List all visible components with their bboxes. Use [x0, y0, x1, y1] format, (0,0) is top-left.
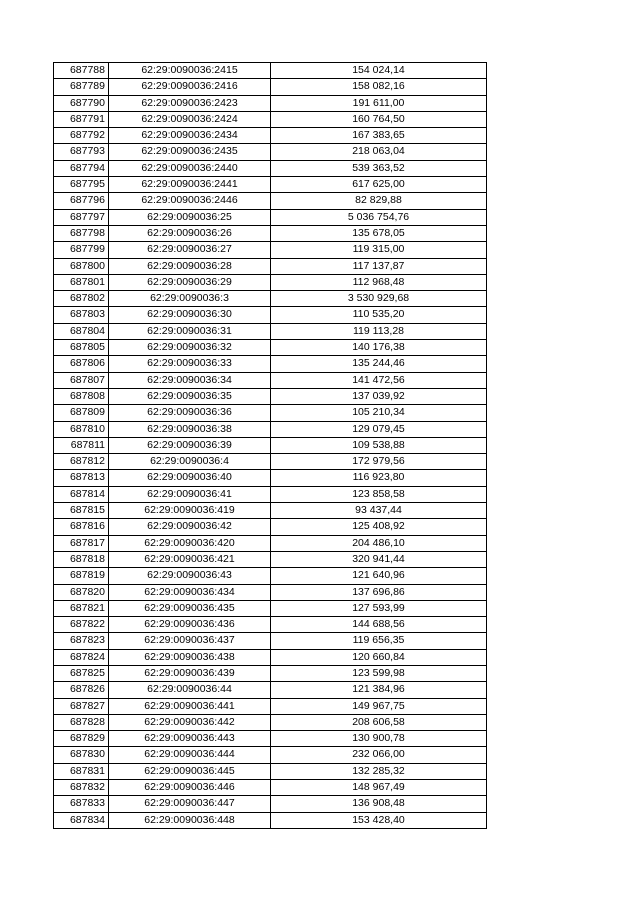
- row-number-cell: 687806: [54, 356, 109, 372]
- row-number-cell: 687828: [54, 714, 109, 730]
- row-number-cell: 687822: [54, 617, 109, 633]
- cadastral-number-cell: 62:29:0090036:447: [109, 796, 271, 812]
- cadastral-value-cell: 172 979,56: [271, 454, 487, 470]
- table-row: [54, 649, 487, 665]
- cadastral-value-cell: 160 764,50: [271, 111, 487, 127]
- table-row: [54, 437, 487, 453]
- cadastral-value-cell: 119 113,28: [271, 323, 487, 339]
- cadastral-number-cell: 62:29:0090036:419: [109, 503, 271, 519]
- cadastral-value-cell: 154 024,14: [271, 63, 487, 79]
- cadastral-value-cell: 135 244,46: [271, 356, 487, 372]
- row-number-cell: 687819: [54, 568, 109, 584]
- table-row: [54, 714, 487, 730]
- cadastral-value-cell: 112 968,48: [271, 274, 487, 290]
- cadastral-number-cell: 62:29:0090036:40: [109, 470, 271, 486]
- cadastral-value-cell: 204 486,10: [271, 535, 487, 551]
- row-number-cell: 687791: [54, 111, 109, 127]
- row-number-cell: 687798: [54, 225, 109, 241]
- cadastral-number-cell: 62:29:0090036:435: [109, 600, 271, 616]
- cadastral-value-cell: 135 678,05: [271, 225, 487, 241]
- table-row: [54, 372, 487, 388]
- cadastral-number-cell: 62:29:0090036:43: [109, 568, 271, 584]
- cadastral-number-cell: 62:29:0090036:2415: [109, 63, 271, 79]
- row-number-cell: 687831: [54, 763, 109, 779]
- table-row: [54, 95, 487, 111]
- cadastral-value-cell: 116 923,80: [271, 470, 487, 486]
- cadastral-number-cell: 62:29:0090036:32: [109, 340, 271, 356]
- cadastral-value-cell: 539 363,52: [271, 160, 487, 176]
- cadastral-value-cell: 232 066,00: [271, 747, 487, 763]
- cadastral-value-cell: 320 941,44: [271, 551, 487, 567]
- cadastral-number-cell: 62:29:0090036:2434: [109, 128, 271, 144]
- row-number-cell: 687802: [54, 291, 109, 307]
- row-number-cell: 687821: [54, 600, 109, 616]
- row-number-cell: 687825: [54, 665, 109, 681]
- row-number-cell: 687810: [54, 421, 109, 437]
- row-number-cell: 687813: [54, 470, 109, 486]
- cadastral-value-cell: 121 640,96: [271, 568, 487, 584]
- cadastral-number-cell: 62:29:0090036:2441: [109, 177, 271, 193]
- table-row: [54, 160, 487, 176]
- row-number-cell: 687814: [54, 486, 109, 502]
- row-number-cell: 687818: [54, 551, 109, 567]
- cadastral-value-cell: 158 082,16: [271, 79, 487, 95]
- table-row: [54, 763, 487, 779]
- row-number-cell: 687799: [54, 242, 109, 258]
- cadastral-number-cell: 62:29:0090036:442: [109, 714, 271, 730]
- cadastral-value-cell: 130 900,78: [271, 731, 487, 747]
- cadastral-value-cell: 110 535,20: [271, 307, 487, 323]
- row-number-cell: 687796: [54, 193, 109, 209]
- table-row: [54, 258, 487, 274]
- row-number-cell: 687807: [54, 372, 109, 388]
- cadastral-value-cell: 149 967,75: [271, 698, 487, 714]
- table-row: [54, 551, 487, 567]
- cadastral-value-cell: 191 611,00: [271, 95, 487, 111]
- table-row: [54, 470, 487, 486]
- cadastral-value-cell: 5 036 754,76: [271, 209, 487, 225]
- cadastral-value-cell: 82 829,88: [271, 193, 487, 209]
- cadastral-number-cell: 62:29:0090036:25: [109, 209, 271, 225]
- cadastral-number-cell: 62:29:0090036:445: [109, 763, 271, 779]
- cadastral-number-cell: 62:29:0090036:421: [109, 551, 271, 567]
- cadastral-value-cell: 141 472,56: [271, 372, 487, 388]
- cadastral-number-cell: 62:29:0090036:441: [109, 698, 271, 714]
- cadastral-value-cell: 129 079,45: [271, 421, 487, 437]
- cadastral-number-cell: 62:29:0090036:2424: [109, 111, 271, 127]
- table-row: [54, 731, 487, 747]
- row-number-cell: 687812: [54, 454, 109, 470]
- row-number-cell: 687797: [54, 209, 109, 225]
- cadastral-value-cell: 117 137,87: [271, 258, 487, 274]
- row-number-cell: 687795: [54, 177, 109, 193]
- cadastral-value-table: [53, 62, 487, 829]
- cadastral-number-cell: 62:29:0090036:42: [109, 519, 271, 535]
- cadastral-number-cell: 62:29:0090036:436: [109, 617, 271, 633]
- table-row: [54, 111, 487, 127]
- row-number-cell: 687827: [54, 698, 109, 714]
- row-number-cell: 687811: [54, 437, 109, 453]
- table-row: [54, 323, 487, 339]
- cadastral-value-cell: 617 625,00: [271, 177, 487, 193]
- table-row: [54, 682, 487, 698]
- table-row: [54, 519, 487, 535]
- cadastral-value-cell: 119 656,35: [271, 633, 487, 649]
- table-row: [54, 340, 487, 356]
- row-number-cell: 687789: [54, 79, 109, 95]
- cadastral-number-cell: 62:29:0090036:434: [109, 584, 271, 600]
- cadastral-number-cell: 62:29:0090036:2435: [109, 144, 271, 160]
- cadastral-number-cell: 62:29:0090036:29: [109, 274, 271, 290]
- table-row: [54, 454, 487, 470]
- cadastral-number-cell: 62:29:0090036:446: [109, 780, 271, 796]
- cadastral-number-cell: 62:29:0090036:41: [109, 486, 271, 502]
- cadastral-value-cell: 123 599,98: [271, 665, 487, 681]
- cadastral-number-cell: 62:29:0090036:439: [109, 665, 271, 681]
- cadastral-number-cell: 62:29:0090036:438: [109, 649, 271, 665]
- cadastral-number-cell: 62:29:0090036:420: [109, 535, 271, 551]
- cadastral-value-cell: 119 315,00: [271, 242, 487, 258]
- table-row: [54, 274, 487, 290]
- table-row: [54, 812, 487, 828]
- row-number-cell: 687829: [54, 731, 109, 747]
- row-number-cell: 687801: [54, 274, 109, 290]
- cadastral-number-cell: 62:29:0090036:26: [109, 225, 271, 241]
- cadastral-number-cell: 62:29:0090036:44: [109, 682, 271, 698]
- cadastral-number-cell: 62:29:0090036:3: [109, 291, 271, 307]
- cadastral-number-cell: 62:29:0090036:38: [109, 421, 271, 437]
- cadastral-value-cell: 123 858,58: [271, 486, 487, 502]
- cadastral-number-cell: 62:29:0090036:2440: [109, 160, 271, 176]
- cadastral-value-cell: 3 530 929,68: [271, 291, 487, 307]
- row-number-cell: 687809: [54, 405, 109, 421]
- cadastral-number-cell: 62:29:0090036:437: [109, 633, 271, 649]
- table-row: [54, 356, 487, 372]
- cadastral-number-cell: 62:29:0090036:2416: [109, 79, 271, 95]
- cadastral-value-cell: 148 967,49: [271, 780, 487, 796]
- table-row: [54, 421, 487, 437]
- cadastral-number-cell: 62:29:0090036:444: [109, 747, 271, 763]
- table-row: [54, 144, 487, 160]
- table-row: [54, 584, 487, 600]
- row-number-cell: 687794: [54, 160, 109, 176]
- table-row: [54, 535, 487, 551]
- table-row: [54, 747, 487, 763]
- cadastral-value-cell: 125 408,92: [271, 519, 487, 535]
- cadastral-value-cell: 127 593,99: [271, 600, 487, 616]
- cadastral-number-cell: 62:29:0090036:35: [109, 388, 271, 404]
- row-number-cell: 687830: [54, 747, 109, 763]
- cadastral-value-cell: 109 538,88: [271, 437, 487, 453]
- row-number-cell: 687793: [54, 144, 109, 160]
- table-row: [54, 209, 487, 225]
- row-number-cell: 687788: [54, 63, 109, 79]
- cadastral-number-cell: 62:29:0090036:4: [109, 454, 271, 470]
- row-number-cell: 687823: [54, 633, 109, 649]
- row-number-cell: 687826: [54, 682, 109, 698]
- row-number-cell: 687815: [54, 503, 109, 519]
- table-row: [54, 242, 487, 258]
- table-row: [54, 63, 487, 79]
- table-row: [54, 128, 487, 144]
- cadastral-value-cell: 137 039,92: [271, 388, 487, 404]
- row-number-cell: 687792: [54, 128, 109, 144]
- row-number-cell: 687834: [54, 812, 109, 828]
- cadastral-number-cell: 62:29:0090036:27: [109, 242, 271, 258]
- cadastral-value-cell: 218 063,04: [271, 144, 487, 160]
- cadastral-value-cell: 132 285,32: [271, 763, 487, 779]
- cadastral-value-cell: 137 696,86: [271, 584, 487, 600]
- table-row: [54, 177, 487, 193]
- row-number-cell: 687824: [54, 649, 109, 665]
- cadastral-number-cell: 62:29:0090036:443: [109, 731, 271, 747]
- cadastral-value-cell: 121 384,96: [271, 682, 487, 698]
- table-row: [54, 780, 487, 796]
- table-row: [54, 698, 487, 714]
- cadastral-number-cell: 62:29:0090036:34: [109, 372, 271, 388]
- row-number-cell: 687803: [54, 307, 109, 323]
- table-row: [54, 307, 487, 323]
- table-row: [54, 405, 487, 421]
- row-number-cell: 687816: [54, 519, 109, 535]
- row-number-cell: 687790: [54, 95, 109, 111]
- table-row: [54, 796, 487, 812]
- cadastral-value-cell: 136 908,48: [271, 796, 487, 812]
- cadastral-number-cell: 62:29:0090036:36: [109, 405, 271, 421]
- cadastral-number-cell: 62:29:0090036:33: [109, 356, 271, 372]
- table-row: [54, 665, 487, 681]
- row-number-cell: 687808: [54, 388, 109, 404]
- cadastral-value-cell: 120 660,84: [271, 649, 487, 665]
- cadastral-number-cell: 62:29:0090036:2446: [109, 193, 271, 209]
- table-row: [54, 503, 487, 519]
- cadastral-number-cell: 62:29:0090036:2423: [109, 95, 271, 111]
- cadastral-number-cell: 62:29:0090036:30: [109, 307, 271, 323]
- row-number-cell: 687800: [54, 258, 109, 274]
- table-row: [54, 291, 487, 307]
- table-row: [54, 600, 487, 616]
- table-row: [54, 388, 487, 404]
- cadastral-value-cell: 144 688,56: [271, 617, 487, 633]
- cadastral-number-cell: 62:29:0090036:448: [109, 812, 271, 828]
- row-number-cell: 687820: [54, 584, 109, 600]
- cadastral-value-cell: 153 428,40: [271, 812, 487, 828]
- table-row: [54, 486, 487, 502]
- cadastral-value-cell: 105 210,34: [271, 405, 487, 421]
- row-number-cell: 687805: [54, 340, 109, 356]
- row-number-cell: 687817: [54, 535, 109, 551]
- cadastral-value-cell: 167 383,65: [271, 128, 487, 144]
- row-number-cell: 687833: [54, 796, 109, 812]
- table-row: [54, 193, 487, 209]
- row-number-cell: 687832: [54, 780, 109, 796]
- table-row: [54, 568, 487, 584]
- table-row: [54, 633, 487, 649]
- cadastral-value-cell: 208 606,58: [271, 714, 487, 730]
- cadastral-value-cell: 93 437,44: [271, 503, 487, 519]
- table-row: [54, 79, 487, 95]
- table-row: [54, 617, 487, 633]
- cadastral-number-cell: 62:29:0090036:31: [109, 323, 271, 339]
- table-row: [54, 225, 487, 241]
- table-body: [54, 63, 487, 829]
- cadastral-number-cell: 62:29:0090036:39: [109, 437, 271, 453]
- cadastral-value-cell: 140 176,38: [271, 340, 487, 356]
- row-number-cell: 687804: [54, 323, 109, 339]
- cadastral-number-cell: 62:29:0090036:28: [109, 258, 271, 274]
